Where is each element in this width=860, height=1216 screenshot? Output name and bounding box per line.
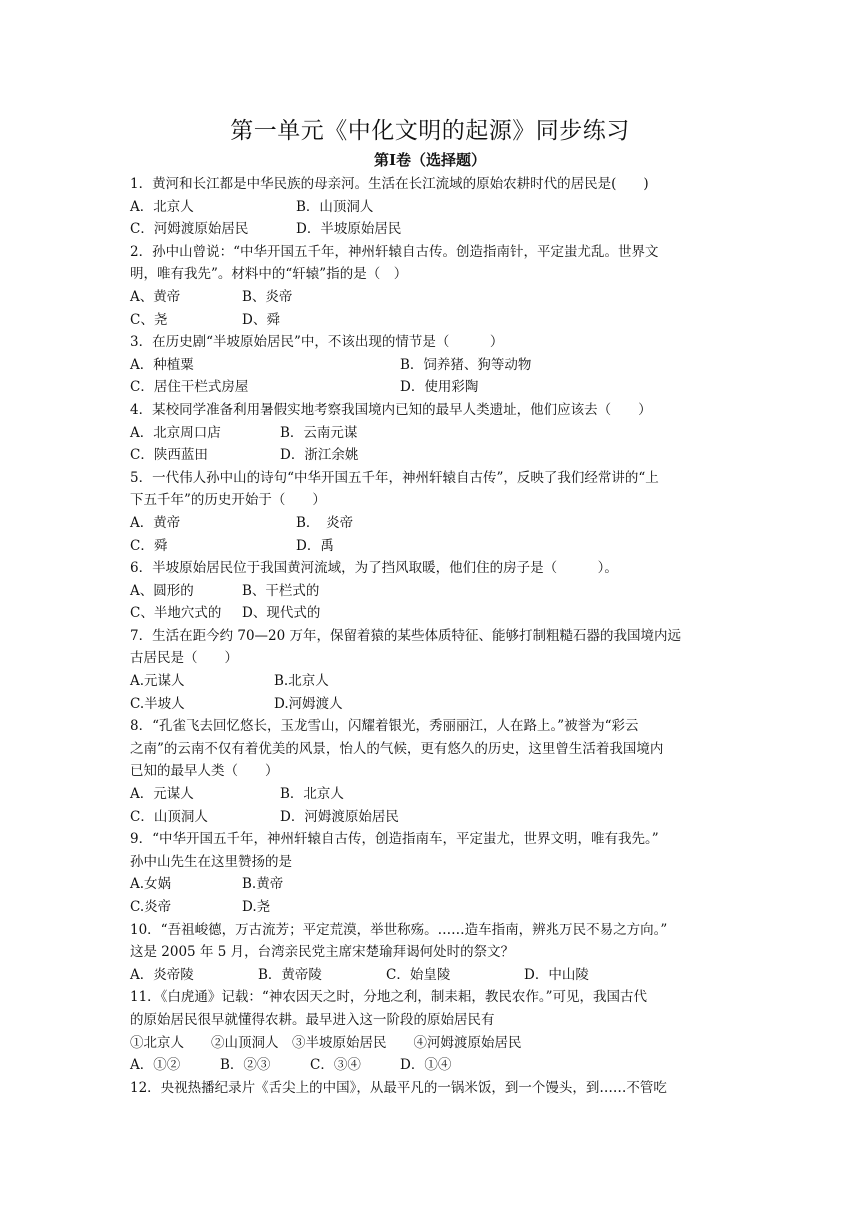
option-a: A、圆形的 <box>130 582 194 599</box>
option-b: B、炎帝 <box>242 288 293 305</box>
option-a: A．炎帝陵 <box>130 966 194 983</box>
question-4-options-row-2 <box>130 444 730 467</box>
option-a: A．元谋人 <box>130 786 194 803</box>
question-8-options-row-1 <box>130 783 730 806</box>
option-b: B．云南元谋 <box>280 424 358 441</box>
question-1-stem: 1．黄河和长江都是中华民族的母亲河。生活在长江流域的原始农耕时代的居民是( ) <box>130 176 649 192</box>
option-c: C、半地穴式的 <box>130 605 222 622</box>
option-d: D．①④ <box>400 1057 452 1074</box>
option-d: D.尧 <box>242 899 271 915</box>
question-12-stem: 12．央视热播纪录片《舌尖上的中国》，从最平凡的一锅米饭，到一个馒头，到……不管吃 <box>130 1079 667 1096</box>
question-8-stem: 8．“孔雀飞去回忆悠长，玉龙雪山，闪耀着银光，秀丽丽江，人在路上。”被誉为“彩云 <box>130 718 639 735</box>
option-d: D．中山陵 <box>524 966 589 983</box>
option-c: C．居住干栏式房屋 <box>130 379 249 396</box>
document-title: 第一单元《中化文明的起源》同步练习 <box>230 118 630 144</box>
option-d: D．使用彩陶 <box>400 379 479 396</box>
question-list <box>130 173 730 1099</box>
question-7-stem: 7．生活在距今约 70—20 万年，保留着猿的某些体质特征、能够打制粗糙石器的我国境内远 <box>130 627 682 644</box>
option-d: D．半坡原始居民 <box>296 221 402 238</box>
question-5-options-row-1 <box>130 512 730 535</box>
question-10-stem-cont: 这是 2005 年 5 月，台湾亲民党主席宋楚瑜拜谒何处时的祭文？ <box>130 944 515 961</box>
option-c: C．③④ <box>310 1057 361 1074</box>
option-c: C、尧 <box>130 311 168 328</box>
question-3-stem: 3．在历史剧“半坡原始居民”中，不该出现的情节是（ ） <box>130 334 504 351</box>
question-6-stem: 6．半坡原始居民位于我国黄河流域，为了挡风取暖，他们住的房子是（ ）。 <box>130 560 618 577</box>
question-7-options-row-1 <box>130 670 730 693</box>
option-a: A．①② <box>130 1057 181 1074</box>
option-d: D．禹 <box>296 537 334 554</box>
option-a: A．种植粟 <box>130 356 194 373</box>
question-11-options <box>130 1054 730 1077</box>
option-d: D、舜 <box>242 311 280 328</box>
question-4-stem: 4．某校同学准备利用暑假实地考察我国境内已知的最早人类遗址，他们应该去（ ） <box>130 401 652 418</box>
question-9-stem: 9．“中华开国五千年，神州轩辕自古传，创造指南车，平定蚩尤，世界文明，唯有我先。” <box>130 831 659 848</box>
option-b: B．②③ <box>220 1057 271 1074</box>
option-c: C．舜 <box>130 537 168 554</box>
question-4-options-row-1 <box>130 422 730 445</box>
question-5-stem: 5．一代伟人孙中山的诗句“中华开国五千年，神州轩辕自古传”，反映了我们经常讲的“上 <box>130 469 659 486</box>
option-c: C．陕西蓝田 <box>130 447 208 464</box>
option-a: A、黄帝 <box>130 288 181 305</box>
question-8-stem-cont-2: 已知的最早人类（ ） <box>130 763 279 780</box>
option-b: B．黄帝陵 <box>258 966 322 983</box>
question-2-options-row-2 <box>130 309 730 332</box>
option-b: B． 炎帝 <box>296 514 354 531</box>
question-5-stem-cont: 下五千年”的历史开始于（ ） <box>130 492 326 509</box>
option-d: D、现代式的 <box>242 605 321 622</box>
question-6-options-row-2 <box>130 602 730 625</box>
question-3-options-row-1 <box>130 354 730 377</box>
option-b: B．饲养猪、狗等动物 <box>400 356 532 373</box>
question-7-options-row-2 <box>130 693 730 716</box>
question-2-stem-cont: 明，唯有我先”。材料中的“轩辕”指的是（ ） <box>130 266 408 283</box>
option-b: B、干栏式的 <box>242 582 320 599</box>
question-1-options-row-2 <box>130 218 730 241</box>
question-3-options-row-2 <box>130 376 730 399</box>
option-b: B．山顶洞人 <box>296 198 374 215</box>
option-a: A．黄帝 <box>130 514 181 531</box>
question-11-stem: 11．《白虎通》记载：“神农因天之时，分地之利，制耒耜，教民农作。”可见，我国古代 <box>130 989 647 1006</box>
question-11-stem-cont: 的原始居民很早就懂得农耕。最早进入这一阶段的原始居民有 <box>130 1011 495 1028</box>
question-7-stem-cont: 古居民是（ ） <box>130 650 238 667</box>
question-5-options-row-2 <box>130 535 730 558</box>
question-11-items: ①北京人 ②山顶洞人 ③半坡原始居民 ④河姆渡原始居民 <box>130 1034 522 1051</box>
option-a: A.女娲 <box>130 876 172 893</box>
option-c: C．始皇陵 <box>386 966 451 983</box>
option-a: A.元谋人 <box>130 673 185 690</box>
option-b: B.北京人 <box>274 673 329 690</box>
option-c: C．山顶洞人 <box>130 808 208 825</box>
question-10-stem: 10．“吾祖峻德，万古流芳；平定荒漠，举世称殇。……造车指南，辨兆万民不易之方向。” <box>130 921 668 938</box>
option-a: A．北京人 <box>130 198 194 215</box>
option-b: B.黄帝 <box>242 876 284 893</box>
question-9-options-row-2 <box>130 896 730 919</box>
question-9-options-row-1 <box>130 873 730 896</box>
question-1-options-row-1 <box>130 196 730 219</box>
option-a: A．北京周口店 <box>130 424 221 441</box>
option-c: C.炎帝 <box>130 899 172 915</box>
question-10-options <box>130 964 730 987</box>
option-d: D.河姆渡人 <box>274 695 343 712</box>
section-heading: 第Ⅰ卷（选择题） <box>373 151 487 169</box>
question-8-options-row-2 <box>130 806 730 829</box>
option-c: C.半坡人 <box>130 695 185 712</box>
option-b: B．北京人 <box>280 786 344 803</box>
question-6-options-row-1 <box>130 580 730 603</box>
option-c: C．河姆渡原始居民 <box>130 221 249 238</box>
question-2-stem: 2．孙中山曾说：“中华开国五千年，神州轩辕自古传。创造指南针，平定蚩尤乱。世界文 <box>130 243 659 260</box>
option-d: D．浙江余姚 <box>280 447 359 464</box>
question-9-stem-cont: 孙中山先生在这里赞扬的是 <box>130 853 292 870</box>
question-2-options-row-1 <box>130 286 730 309</box>
question-8-stem-cont: 之南”的云南不仅有着优美的风景，怡人的气候，更有悠久的历史，这里曾生活着我国境内 <box>130 740 664 757</box>
option-d: D．河姆渡原始居民 <box>280 808 399 825</box>
